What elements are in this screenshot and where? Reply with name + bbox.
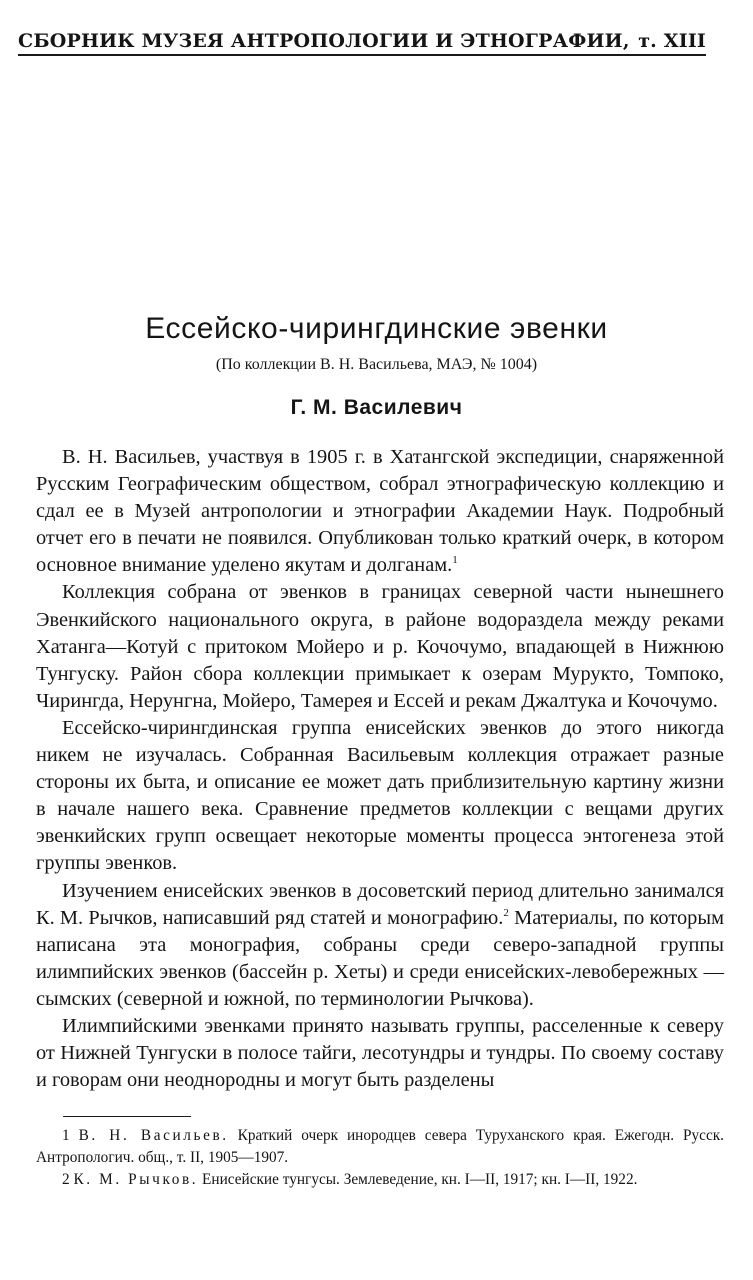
volume-number: т. XIII bbox=[638, 30, 706, 52]
article-title: Ессейско-чирингдинские эвенки bbox=[145, 312, 608, 345]
footnote bbox=[36, 1169, 724, 1191]
article-author: Г. М. Василевич bbox=[290, 396, 463, 419]
footnote-mark: 2 bbox=[62, 1171, 70, 1188]
footnote-divider bbox=[63, 1116, 191, 1117]
paragraph: Изучением енисейских эвенков в досоветский период длительно занимался К. М. Рычков, написавший ряд статей и монографию.$^2$ Материалы, по которым написана эта монография, собраны среди северо-западной группы илимпийских эвенков (бассейн р. Хеты) и среди енисейских-левобережных — сымских (северной и южной, по терминологии Рычкова). bbox=[36, 879, 724, 1010]
running-header bbox=[18, 30, 706, 56]
footnote-text: Краткий очерк инородцев севера Туруханского края. Ежегодн. Русск. Антропологич. общ., т. II, 1905—1907. bbox=[36, 1127, 725, 1166]
footnote-ref[interactable]: 2 bbox=[503, 906, 509, 919]
paragraph: Ессейско-чирингдинская группа енисейских эвенков до этого никогда никем не изучалась. Собранная Васильевым коллекция отражает разные стороны их быта, и описание ее может дать приблизительную картину жизни в начале нашего века. Сравнение предметов коллекции с вещами других эвенкийских групп освещает некоторые моменты процесса энтогенеза этой группы эвенков. bbox=[36, 716, 724, 875]
article-body bbox=[36, 444, 724, 1094]
footnote-author: В. Н. Васильев. bbox=[78, 1127, 229, 1144]
footnote-ref[interactable]: 1 bbox=[452, 554, 458, 567]
article-subtitle: (По коллекции В. Н. Васильева, МАЭ, № 1004) bbox=[215, 356, 538, 373]
footnotes bbox=[36, 1125, 724, 1191]
footnote-author: К. М. Рычков. bbox=[73, 1171, 199, 1188]
footnote-mark: 1 bbox=[62, 1127, 70, 1144]
footnote-text: Енисейские тунгусы. Землеведение, кн. I—II, 1917; кн. I—II, 1922. bbox=[198, 1171, 638, 1188]
paragraph: В. Н. Васильев, участвуя в 1905 г. в Хатангской экспедиции, снаряженной Русским Географическим обществом, собрал этнографическую коллекцию и сдал ее в Музей антропологии и этнографии Академии Наук. Подробный отчет его в печати не появился. Опубликован только краткий очерк, в котором основное внимание уделено якутам и долганам.$^1$ bbox=[36, 446, 724, 577]
footnote bbox=[36, 1125, 724, 1169]
paragraph: Илимпийскими эвенками принято называть группы, расселенные к северу от Нижней Тунгуски в полосе тайги, лесотундры и тундры. По своему составу и говорам они неоднородны и могут быть разделены bbox=[36, 1014, 724, 1092]
paragraph: Коллекция собрана от эвенков в границах северной части нынешнего Эвенкийского национального округа, в районе водораздела между реками Хатанга—Котуй с притоком Мойеро и р. Кочочумо, впадающей в Нижнюю Тунгуску. Район сбора коллекции примыкает к озерам Мурукто, Томпоко, Чирингда, Нерунгна, Мойеро, Тамерея и Ессей и рекам Джалтука и Кочочумо. bbox=[36, 581, 724, 712]
journal-name: СБОРНИК МУЗЕЯ АНТРОПОЛОГИИ И ЭТНОГРАФИИ, bbox=[18, 30, 630, 52]
